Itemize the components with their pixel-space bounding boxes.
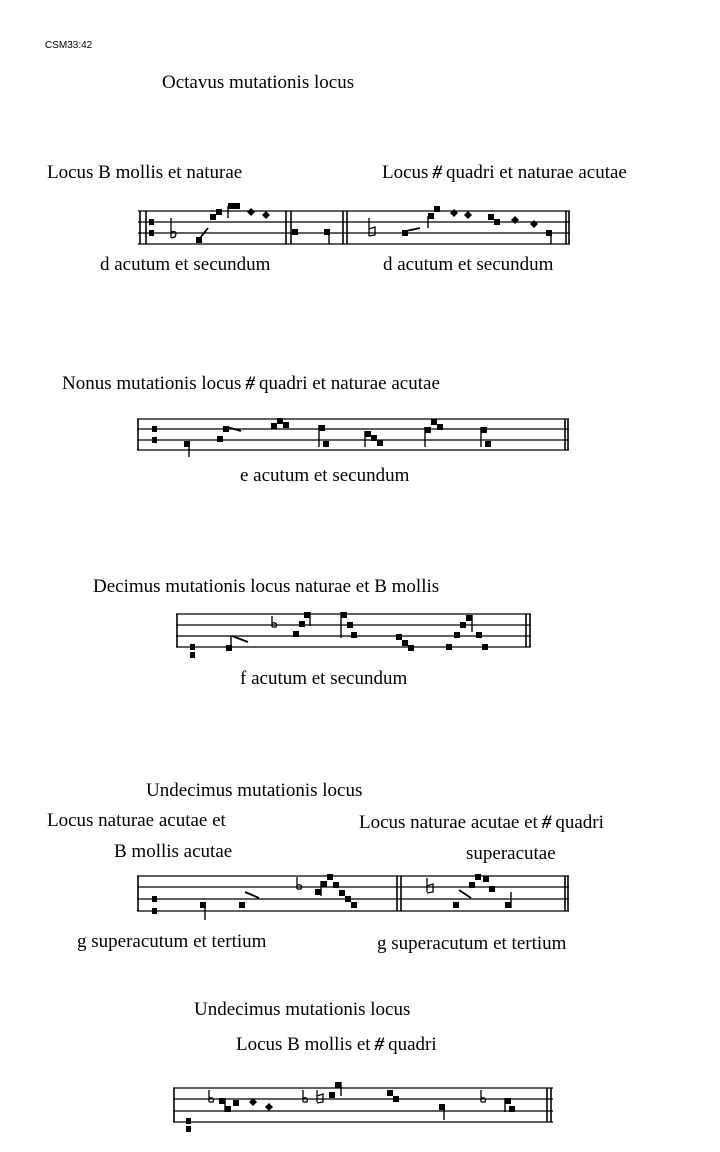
label-text: Locus (382, 162, 429, 183)
section-title (62, 373, 440, 395)
section-title: Undecimus mutationis locus (194, 999, 411, 1020)
note (485, 441, 491, 447)
natural-sign-icon (317, 1090, 323, 1103)
note (299, 621, 305, 627)
note (277, 418, 283, 424)
note (293, 631, 299, 637)
rhombus-note (247, 208, 255, 216)
section-title: Octavus mutationis locus (162, 72, 355, 93)
clef-mark (190, 652, 195, 658)
note (283, 422, 289, 428)
title-text: Nonus mutationis locus (62, 373, 242, 394)
note (216, 209, 222, 215)
note (323, 441, 329, 447)
right-locus-label (359, 812, 604, 834)
note (431, 419, 437, 425)
note (408, 645, 414, 651)
note (475, 874, 481, 880)
rhombus-note (262, 211, 270, 219)
note (488, 214, 494, 220)
note (234, 203, 240, 209)
flat-sign-icon (171, 218, 176, 238)
right-caption: g superacutum et tertium (377, 933, 567, 954)
left-locus-label-line2: B mollis acutae (114, 841, 233, 862)
left-caption: d acutum et secundum (100, 254, 271, 275)
note (489, 886, 495, 892)
note (446, 644, 452, 650)
rhombus-note (464, 211, 472, 219)
note (345, 896, 351, 902)
label-text: Locus naturae acutae et (359, 812, 538, 833)
locus-subtitle (236, 1034, 437, 1056)
note (351, 902, 357, 908)
title-text: quadri et naturae acutae (258, 373, 440, 394)
music-staff (138, 208, 570, 246)
note (228, 203, 234, 209)
clef-mark (149, 219, 154, 225)
note (453, 902, 459, 908)
note (460, 622, 466, 628)
note (505, 902, 511, 908)
note (469, 882, 475, 888)
natural-sign-icon (427, 878, 433, 893)
caption: e acutum et secundum (240, 465, 410, 486)
clef-mark (186, 1118, 191, 1124)
flat-sign-icon (209, 1090, 214, 1102)
right-caption: d acutum et secundum (383, 254, 554, 275)
note (239, 902, 245, 908)
note (315, 889, 321, 895)
note (341, 612, 347, 618)
note (329, 1092, 335, 1098)
sharp-icon: # (541, 812, 552, 833)
sharp-icon: # (245, 373, 255, 394)
music-staff (137, 417, 569, 457)
note (509, 1106, 515, 1112)
note (219, 1098, 225, 1104)
note (476, 632, 482, 638)
note (387, 1090, 393, 1096)
note (321, 881, 327, 887)
note (425, 427, 431, 433)
music-staff (173, 1084, 553, 1134)
clef-mark (149, 230, 154, 236)
note (365, 431, 371, 437)
note (393, 1096, 399, 1102)
left-locus-label: Locus B mollis et naturae (47, 162, 243, 183)
note (210, 214, 216, 220)
note (333, 882, 339, 888)
note (377, 440, 383, 446)
clef-mark (190, 644, 195, 650)
note (371, 435, 377, 441)
note (292, 229, 298, 235)
note (481, 427, 487, 433)
note (217, 436, 223, 442)
subtitle-text: quadri (388, 1034, 437, 1055)
note (466, 615, 472, 621)
rhombus-note (265, 1103, 273, 1111)
left-locus-label: Locus naturae acutae et (47, 810, 226, 831)
note (319, 425, 325, 431)
section-title: Undecimus mutationis locus (146, 780, 363, 801)
note (225, 1106, 231, 1112)
rhombus-note (530, 220, 538, 228)
music-staff (137, 872, 569, 920)
note (505, 1098, 511, 1104)
note (347, 622, 353, 628)
note (339, 890, 345, 896)
note (483, 876, 489, 882)
note (327, 874, 333, 880)
clef-mark (152, 426, 157, 432)
note (482, 644, 488, 650)
left-caption: g superacutum et tertium (77, 931, 267, 952)
rhombus-note (450, 209, 458, 217)
subtitle-text: Locus B mollis et (236, 1034, 371, 1055)
label-text: quadri (555, 812, 604, 833)
note (233, 1100, 239, 1106)
note (335, 1082, 341, 1088)
sharp-icon: # (374, 1034, 385, 1055)
note (351, 632, 357, 638)
section-title: Decimus mutationis locus naturae et B mollis (93, 576, 440, 597)
label-text: quadri et naturae acutae (445, 162, 627, 183)
note (494, 219, 500, 225)
sharp-icon: # (432, 162, 442, 183)
clef-mark (152, 896, 157, 902)
note (454, 632, 460, 638)
note (402, 640, 408, 646)
clef-mark (186, 1126, 191, 1132)
music-staff (176, 612, 531, 658)
note (437, 424, 443, 430)
note (396, 634, 402, 640)
clef-mark (152, 437, 157, 443)
note (428, 213, 434, 219)
flat-sign-icon (481, 1090, 486, 1102)
note (304, 612, 310, 618)
page-reference: CSM33:42 (45, 40, 93, 51)
note (434, 206, 440, 212)
caption: f acutum et secundum (240, 668, 408, 689)
right-locus-label (382, 162, 627, 184)
clef-mark (152, 908, 157, 914)
flat-sign-icon (303, 1090, 308, 1102)
right-locus-label-line2: superacutae (466, 843, 556, 864)
note (271, 423, 277, 429)
rhombus-note (511, 216, 519, 224)
